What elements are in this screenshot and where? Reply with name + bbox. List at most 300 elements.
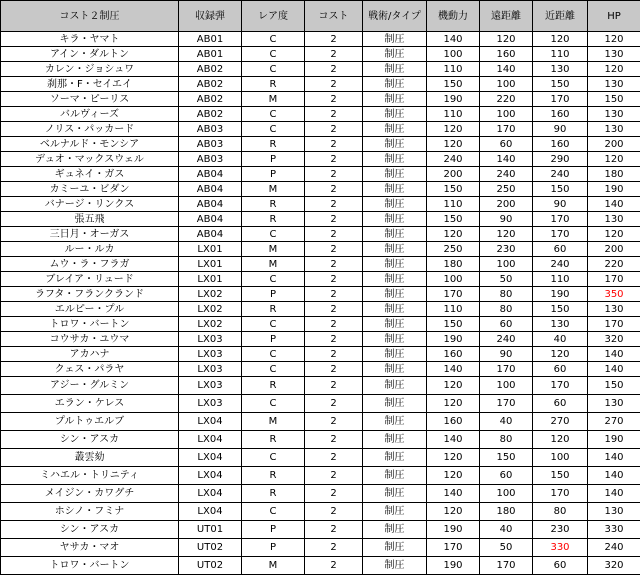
cell-mobility[interactable]: 120 — [427, 449, 480, 467]
cell-mobility[interactable]: 100 — [427, 47, 480, 62]
cell-set[interactable]: AB02 — [179, 62, 242, 77]
cell-type[interactable]: 制圧 — [363, 32, 427, 47]
cell-cost[interactable]: 2 — [305, 287, 363, 302]
cell-near-range[interactable]: 60 — [533, 242, 588, 257]
cell-cost[interactable]: 2 — [305, 242, 363, 257]
cell-mobility[interactable]: 120 — [427, 467, 480, 485]
cell-type[interactable]: 制圧 — [363, 347, 427, 362]
cell-cost[interactable]: 2 — [305, 107, 363, 122]
cell-name[interactable]: シン・アスカ — [1, 521, 179, 539]
cell-rarity[interactable]: C — [242, 107, 305, 122]
cell-name[interactable]: 張五飛 — [1, 212, 179, 227]
cell-mobility[interactable]: 120 — [427, 503, 480, 521]
cell-cost[interactable]: 2 — [305, 539, 363, 557]
cell-near-range[interactable]: 150 — [533, 467, 588, 485]
cell-hp[interactable]: 130 — [588, 302, 640, 317]
cell-near-range[interactable]: 150 — [533, 302, 588, 317]
cell-cost[interactable]: 2 — [305, 362, 363, 377]
cell-set[interactable]: AB04 — [179, 197, 242, 212]
cell-set[interactable]: LX01 — [179, 242, 242, 257]
cell-name[interactable]: ノリス・パッカード — [1, 122, 179, 137]
cell-name[interactable]: ホシノ・フミナ — [1, 503, 179, 521]
cell-near-range[interactable]: 170 — [533, 485, 588, 503]
cell-near-range[interactable]: 80 — [533, 503, 588, 521]
cell-type[interactable]: 制圧 — [363, 167, 427, 182]
cell-cost[interactable]: 2 — [305, 431, 363, 449]
cell-rarity[interactable]: P — [242, 539, 305, 557]
cell-near-range[interactable]: 170 — [533, 212, 588, 227]
cell-rarity[interactable]: R — [242, 485, 305, 503]
cell-hp[interactable]: 170 — [588, 317, 640, 332]
cell-cost[interactable]: 2 — [305, 122, 363, 137]
cell-name[interactable]: ルー・ルカ — [1, 242, 179, 257]
cell-cost[interactable]: 2 — [305, 32, 363, 47]
cell-set[interactable]: AB03 — [179, 152, 242, 167]
cell-hp[interactable]: 150 — [588, 377, 640, 395]
cell-set[interactable]: UT02 — [179, 539, 242, 557]
cell-type[interactable]: 制圧 — [363, 302, 427, 317]
cell-near-range[interactable]: 120 — [533, 347, 588, 362]
cell-rarity[interactable]: C — [242, 347, 305, 362]
cell-name[interactable]: バルヴィーズ — [1, 107, 179, 122]
cell-near-range[interactable]: 110 — [533, 47, 588, 62]
cell-type[interactable]: 制圧 — [363, 395, 427, 413]
cell-set[interactable]: LX04 — [179, 503, 242, 521]
cell-mobility[interactable]: 140 — [427, 362, 480, 377]
cell-rarity[interactable]: R — [242, 467, 305, 485]
cell-near-range[interactable]: 290 — [533, 152, 588, 167]
header-near-range[interactable]: 近距離 — [533, 1, 588, 32]
cell-cost[interactable]: 2 — [305, 485, 363, 503]
cell-mobility[interactable]: 160 — [427, 347, 480, 362]
cell-far-range[interactable]: 100 — [480, 485, 533, 503]
cell-far-range[interactable]: 180 — [480, 503, 533, 521]
cell-cost[interactable]: 2 — [305, 302, 363, 317]
cell-type[interactable]: 制圧 — [363, 107, 427, 122]
cell-cost[interactable]: 2 — [305, 137, 363, 152]
cell-type[interactable]: 制圧 — [363, 137, 427, 152]
cell-rarity[interactable]: R — [242, 431, 305, 449]
cell-cost[interactable]: 2 — [305, 92, 363, 107]
cell-far-range[interactable]: 230 — [480, 242, 533, 257]
cell-set[interactable]: AB04 — [179, 227, 242, 242]
cell-set[interactable]: LX04 — [179, 413, 242, 431]
cell-rarity[interactable]: M — [242, 557, 305, 575]
cell-hp[interactable]: 140 — [588, 467, 640, 485]
header-hp[interactable]: HP — [588, 1, 640, 32]
cell-rarity[interactable]: M — [242, 413, 305, 431]
header-far-range[interactable]: 遠距離 — [480, 1, 533, 32]
cell-mobility[interactable]: 180 — [427, 257, 480, 272]
cell-type[interactable]: 制圧 — [363, 77, 427, 92]
cell-hp[interactable]: 190 — [588, 182, 640, 197]
cell-near-range[interactable]: 160 — [533, 137, 588, 152]
cell-near-range[interactable]: 240 — [533, 167, 588, 182]
cell-hp[interactable]: 130 — [588, 395, 640, 413]
cell-type[interactable]: 制圧 — [363, 182, 427, 197]
cell-hp[interactable]: 130 — [588, 212, 640, 227]
cell-type[interactable]: 制圧 — [363, 257, 427, 272]
cell-type[interactable]: 制圧 — [363, 431, 427, 449]
cell-set[interactable]: LX01 — [179, 257, 242, 272]
cell-name[interactable]: ブレイア・リュード — [1, 272, 179, 287]
cell-name[interactable]: メイジン・カワグチ — [1, 485, 179, 503]
cell-mobility[interactable]: 110 — [427, 107, 480, 122]
cell-type[interactable]: 制圧 — [363, 227, 427, 242]
cell-hp[interactable]: 140 — [588, 485, 640, 503]
cell-rarity[interactable]: R — [242, 377, 305, 395]
cell-set[interactable]: LX03 — [179, 362, 242, 377]
cell-far-range[interactable]: 40 — [480, 521, 533, 539]
header-rarity[interactable]: レア度 — [242, 1, 305, 32]
cell-cost[interactable]: 2 — [305, 377, 363, 395]
cell-far-range[interactable]: 50 — [480, 539, 533, 557]
header-mobility[interactable]: 機動力 — [427, 1, 480, 32]
cell-name[interactable]: デュオ・マックスウェル — [1, 152, 179, 167]
cell-hp[interactable]: 130 — [588, 122, 640, 137]
cell-type[interactable]: 制圧 — [363, 287, 427, 302]
cell-name[interactable]: ラフタ・フランクランド — [1, 287, 179, 302]
cell-set[interactable]: LX03 — [179, 332, 242, 347]
header-set[interactable]: 収録弾 — [179, 1, 242, 32]
cell-mobility[interactable]: 150 — [427, 212, 480, 227]
cell-far-range[interactable]: 80 — [480, 431, 533, 449]
cell-type[interactable]: 制圧 — [363, 503, 427, 521]
cell-near-range[interactable]: 130 — [533, 62, 588, 77]
cell-type[interactable]: 制圧 — [363, 317, 427, 332]
cell-hp[interactable]: 130 — [588, 107, 640, 122]
cell-set[interactable]: LX04 — [179, 431, 242, 449]
cell-set[interactable]: AB04 — [179, 167, 242, 182]
cell-type[interactable]: 制圧 — [363, 377, 427, 395]
cell-hp[interactable]: 270 — [588, 413, 640, 431]
cell-cost[interactable]: 2 — [305, 197, 363, 212]
cell-near-range[interactable]: 150 — [533, 182, 588, 197]
cell-name[interactable]: ムウ・ラ・フラガ — [1, 257, 179, 272]
cell-far-range[interactable]: 250 — [480, 182, 533, 197]
cell-hp[interactable]: 140 — [588, 347, 640, 362]
cell-name[interactable]: アイン・ダルトン — [1, 47, 179, 62]
cell-mobility[interactable]: 150 — [427, 77, 480, 92]
cell-mobility[interactable]: 100 — [427, 272, 480, 287]
cell-name[interactable]: バナージ・リンクス — [1, 197, 179, 212]
header-name[interactable]: コスト２制圧 — [1, 1, 179, 32]
cell-cost[interactable]: 2 — [305, 257, 363, 272]
cell-name[interactable]: ソーマ・ピーリス — [1, 92, 179, 107]
cell-hp[interactable]: 200 — [588, 242, 640, 257]
cell-set[interactable]: AB02 — [179, 92, 242, 107]
cell-cost[interactable]: 2 — [305, 557, 363, 575]
cell-rarity[interactable]: M — [242, 257, 305, 272]
cell-type[interactable]: 制圧 — [363, 122, 427, 137]
cell-type[interactable]: 制圧 — [363, 413, 427, 431]
cell-hp[interactable]: 140 — [588, 449, 640, 467]
cell-name[interactable]: アジー・グルミン — [1, 377, 179, 395]
cell-rarity[interactable]: R — [242, 212, 305, 227]
cell-rarity[interactable]: C — [242, 62, 305, 77]
cell-mobility[interactable]: 140 — [427, 485, 480, 503]
cell-near-range[interactable]: 270 — [533, 413, 588, 431]
cell-near-range[interactable]: 110 — [533, 272, 588, 287]
cell-type[interactable]: 制圧 — [363, 152, 427, 167]
cell-type[interactable]: 制圧 — [363, 242, 427, 257]
cell-far-range[interactable]: 220 — [480, 92, 533, 107]
cell-near-range[interactable]: 170 — [533, 92, 588, 107]
cell-cost[interactable]: 2 — [305, 467, 363, 485]
cell-near-range[interactable]: 330 — [533, 539, 588, 557]
cell-type[interactable]: 制圧 — [363, 197, 427, 212]
cell-mobility[interactable]: 120 — [427, 395, 480, 413]
cell-far-range[interactable]: 50 — [480, 272, 533, 287]
cell-far-range[interactable]: 200 — [480, 197, 533, 212]
cell-type[interactable]: 制圧 — [363, 467, 427, 485]
cell-mobility[interactable]: 120 — [427, 122, 480, 137]
cell-rarity[interactable]: R — [242, 302, 305, 317]
cell-cost[interactable]: 2 — [305, 227, 363, 242]
cell-far-range[interactable]: 100 — [480, 377, 533, 395]
cell-mobility[interactable]: 150 — [427, 182, 480, 197]
cell-rarity[interactable]: C — [242, 227, 305, 242]
cell-mobility[interactable]: 120 — [427, 137, 480, 152]
cell-near-range[interactable]: 40 — [533, 332, 588, 347]
cell-set[interactable]: LX01 — [179, 272, 242, 287]
cell-far-range[interactable]: 170 — [480, 362, 533, 377]
cell-set[interactable]: LX04 — [179, 449, 242, 467]
cell-hp[interactable]: 150 — [588, 92, 640, 107]
cell-cost[interactable]: 2 — [305, 77, 363, 92]
cell-set[interactable]: AB02 — [179, 77, 242, 92]
cell-hp[interactable]: 320 — [588, 332, 640, 347]
cell-hp[interactable]: 120 — [588, 32, 640, 47]
cell-hp[interactable]: 140 — [588, 362, 640, 377]
cell-mobility[interactable]: 110 — [427, 302, 480, 317]
cell-name[interactable]: トロワ・バートン — [1, 317, 179, 332]
cell-set[interactable]: AB01 — [179, 32, 242, 47]
cell-hp[interactable]: 320 — [588, 557, 640, 575]
cell-near-range[interactable]: 90 — [533, 122, 588, 137]
cell-set[interactable]: LX02 — [179, 302, 242, 317]
cell-near-range[interactable]: 90 — [533, 197, 588, 212]
cell-mobility[interactable]: 110 — [427, 62, 480, 77]
cell-cost[interactable]: 2 — [305, 62, 363, 77]
cell-far-range[interactable]: 100 — [480, 107, 533, 122]
cell-name[interactable]: カレン・ジョシュワ — [1, 62, 179, 77]
cell-far-range[interactable]: 140 — [480, 62, 533, 77]
cell-name[interactable]: エルピー・プル — [1, 302, 179, 317]
cell-set[interactable]: AB04 — [179, 212, 242, 227]
cell-rarity[interactable]: C — [242, 122, 305, 137]
cell-cost[interactable]: 2 — [305, 317, 363, 332]
cell-rarity[interactable]: C — [242, 47, 305, 62]
cell-cost[interactable]: 2 — [305, 47, 363, 62]
cell-name[interactable]: 刹那・F・セイエイ — [1, 77, 179, 92]
cell-far-range[interactable]: 100 — [480, 77, 533, 92]
cell-type[interactable]: 制圧 — [363, 539, 427, 557]
cell-hp[interactable]: 170 — [588, 272, 640, 287]
cell-cost[interactable]: 2 — [305, 395, 363, 413]
cell-near-range[interactable]: 170 — [533, 377, 588, 395]
cell-name[interactable]: エラン・ケレス — [1, 395, 179, 413]
cell-name[interactable]: コウサカ・ユウマ — [1, 332, 179, 347]
cell-name[interactable]: ミハエル・トリニティ — [1, 467, 179, 485]
cell-mobility[interactable]: 120 — [427, 227, 480, 242]
cell-near-range[interactable]: 240 — [533, 257, 588, 272]
cell-cost[interactable]: 2 — [305, 272, 363, 287]
cell-set[interactable]: LX02 — [179, 317, 242, 332]
cell-name[interactable]: ベルナルド・モンシア — [1, 137, 179, 152]
cell-cost[interactable]: 2 — [305, 413, 363, 431]
cell-type[interactable]: 制圧 — [363, 212, 427, 227]
cell-far-range[interactable]: 80 — [480, 302, 533, 317]
cell-type[interactable]: 制圧 — [363, 47, 427, 62]
cell-near-range[interactable]: 230 — [533, 521, 588, 539]
cell-name[interactable]: 叢雲劾 — [1, 449, 179, 467]
cell-type[interactable]: 制圧 — [363, 449, 427, 467]
cell-far-range[interactable]: 170 — [480, 122, 533, 137]
cell-mobility[interactable]: 140 — [427, 32, 480, 47]
cell-far-range[interactable]: 60 — [480, 317, 533, 332]
cell-near-range[interactable]: 100 — [533, 449, 588, 467]
cell-far-range[interactable]: 90 — [480, 347, 533, 362]
cell-near-range[interactable]: 190 — [533, 287, 588, 302]
cell-rarity[interactable]: C — [242, 362, 305, 377]
cell-set[interactable]: LX03 — [179, 377, 242, 395]
cell-mobility[interactable]: 110 — [427, 197, 480, 212]
cell-cost[interactable]: 2 — [305, 332, 363, 347]
cell-mobility[interactable]: 190 — [427, 557, 480, 575]
cell-set[interactable]: LX04 — [179, 467, 242, 485]
cell-mobility[interactable]: 190 — [427, 332, 480, 347]
cell-name[interactable]: ギュネイ・ガス — [1, 167, 179, 182]
cell-set[interactable]: AB03 — [179, 122, 242, 137]
cell-rarity[interactable]: P — [242, 521, 305, 539]
cell-rarity[interactable]: R — [242, 77, 305, 92]
cell-mobility[interactable]: 200 — [427, 167, 480, 182]
cell-type[interactable]: 制圧 — [363, 62, 427, 77]
cell-rarity[interactable]: P — [242, 287, 305, 302]
cell-rarity[interactable]: M — [242, 92, 305, 107]
cell-near-range[interactable]: 60 — [533, 557, 588, 575]
cell-far-range[interactable]: 60 — [480, 467, 533, 485]
cell-type[interactable]: 制圧 — [363, 557, 427, 575]
cell-set[interactable]: AB02 — [179, 107, 242, 122]
cell-hp[interactable]: 120 — [588, 152, 640, 167]
cell-near-range[interactable]: 60 — [533, 362, 588, 377]
cell-mobility[interactable]: 170 — [427, 287, 480, 302]
cell-name[interactable]: シン・アスカ — [1, 431, 179, 449]
cell-far-range[interactable]: 150 — [480, 449, 533, 467]
cell-name[interactable]: アカハナ — [1, 347, 179, 362]
cell-cost[interactable]: 2 — [305, 212, 363, 227]
cell-far-range[interactable]: 90 — [480, 212, 533, 227]
cell-mobility[interactable]: 190 — [427, 521, 480, 539]
cell-hp[interactable]: 180 — [588, 167, 640, 182]
cell-far-range[interactable]: 40 — [480, 413, 533, 431]
cell-rarity[interactable]: M — [242, 182, 305, 197]
cell-far-range[interactable]: 60 — [480, 137, 533, 152]
cell-rarity[interactable]: M — [242, 242, 305, 257]
cell-near-range[interactable]: 130 — [533, 317, 588, 332]
cell-rarity[interactable]: C — [242, 503, 305, 521]
cell-mobility[interactable]: 170 — [427, 539, 480, 557]
cell-set[interactable]: UT02 — [179, 557, 242, 575]
cell-type[interactable]: 制圧 — [363, 272, 427, 287]
cell-mobility[interactable]: 140 — [427, 431, 480, 449]
cell-type[interactable]: 制圧 — [363, 332, 427, 347]
cell-far-range[interactable]: 120 — [480, 227, 533, 242]
cell-cost[interactable]: 2 — [305, 449, 363, 467]
cell-near-range[interactable]: 150 — [533, 77, 588, 92]
cell-type[interactable]: 制圧 — [363, 362, 427, 377]
cell-far-range[interactable]: 160 — [480, 47, 533, 62]
cell-far-range[interactable]: 80 — [480, 287, 533, 302]
cell-far-range[interactable]: 240 — [480, 167, 533, 182]
cell-near-range[interactable]: 120 — [533, 32, 588, 47]
cell-hp[interactable]: 240 — [588, 539, 640, 557]
cell-name[interactable]: カミーユ・ビダン — [1, 182, 179, 197]
cell-far-range[interactable]: 100 — [480, 257, 533, 272]
cell-near-range[interactable]: 120 — [533, 431, 588, 449]
header-type[interactable]: 戦術/タイプ — [363, 1, 427, 32]
cell-set[interactable]: UT01 — [179, 521, 242, 539]
cell-near-range[interactable]: 160 — [533, 107, 588, 122]
cell-set[interactable]: LX02 — [179, 287, 242, 302]
cell-far-range[interactable]: 170 — [480, 395, 533, 413]
cell-rarity[interactable]: C — [242, 272, 305, 287]
cell-mobility[interactable]: 190 — [427, 92, 480, 107]
cell-hp[interactable]: 130 — [588, 77, 640, 92]
cell-hp[interactable]: 130 — [588, 47, 640, 62]
cell-cost[interactable]: 2 — [305, 167, 363, 182]
cell-name[interactable]: 三日月・オーガス — [1, 227, 179, 242]
cell-hp[interactable]: 120 — [588, 62, 640, 77]
cell-far-range[interactable]: 140 — [480, 152, 533, 167]
cell-mobility[interactable]: 120 — [427, 377, 480, 395]
cell-hp[interactable]: 200 — [588, 137, 640, 152]
cell-rarity[interactable]: P — [242, 152, 305, 167]
cell-name[interactable]: ヤサカ・マオ — [1, 539, 179, 557]
cell-name[interactable]: クェス・パラヤ — [1, 362, 179, 377]
cell-name[interactable]: トロワ・バートン — [1, 557, 179, 575]
cell-set[interactable]: AB04 — [179, 182, 242, 197]
cell-hp[interactable]: 220 — [588, 257, 640, 272]
cell-set[interactable]: LX04 — [179, 485, 242, 503]
cell-hp[interactable]: 120 — [588, 227, 640, 242]
cell-cost[interactable]: 2 — [305, 347, 363, 362]
cell-far-range[interactable]: 170 — [480, 557, 533, 575]
cell-hp[interactable]: 130 — [588, 503, 640, 521]
cell-rarity[interactable]: R — [242, 197, 305, 212]
cell-rarity[interactable]: R — [242, 137, 305, 152]
header-cost[interactable]: コスト — [305, 1, 363, 32]
cell-far-range[interactable]: 240 — [480, 332, 533, 347]
cell-rarity[interactable]: P — [242, 332, 305, 347]
cell-name[interactable]: プルトゥエルブ — [1, 413, 179, 431]
cell-mobility[interactable]: 250 — [427, 242, 480, 257]
cell-cost[interactable]: 2 — [305, 152, 363, 167]
cell-cost[interactable]: 2 — [305, 182, 363, 197]
cell-mobility[interactable]: 150 — [427, 317, 480, 332]
cell-rarity[interactable]: C — [242, 32, 305, 47]
cell-cost[interactable]: 2 — [305, 503, 363, 521]
cell-set[interactable]: AB01 — [179, 47, 242, 62]
cell-mobility[interactable]: 240 — [427, 152, 480, 167]
cell-rarity[interactable]: C — [242, 395, 305, 413]
cell-hp[interactable]: 330 — [588, 521, 640, 539]
cell-type[interactable]: 制圧 — [363, 521, 427, 539]
cell-near-range[interactable]: 170 — [533, 227, 588, 242]
cell-near-range[interactable]: 60 — [533, 395, 588, 413]
